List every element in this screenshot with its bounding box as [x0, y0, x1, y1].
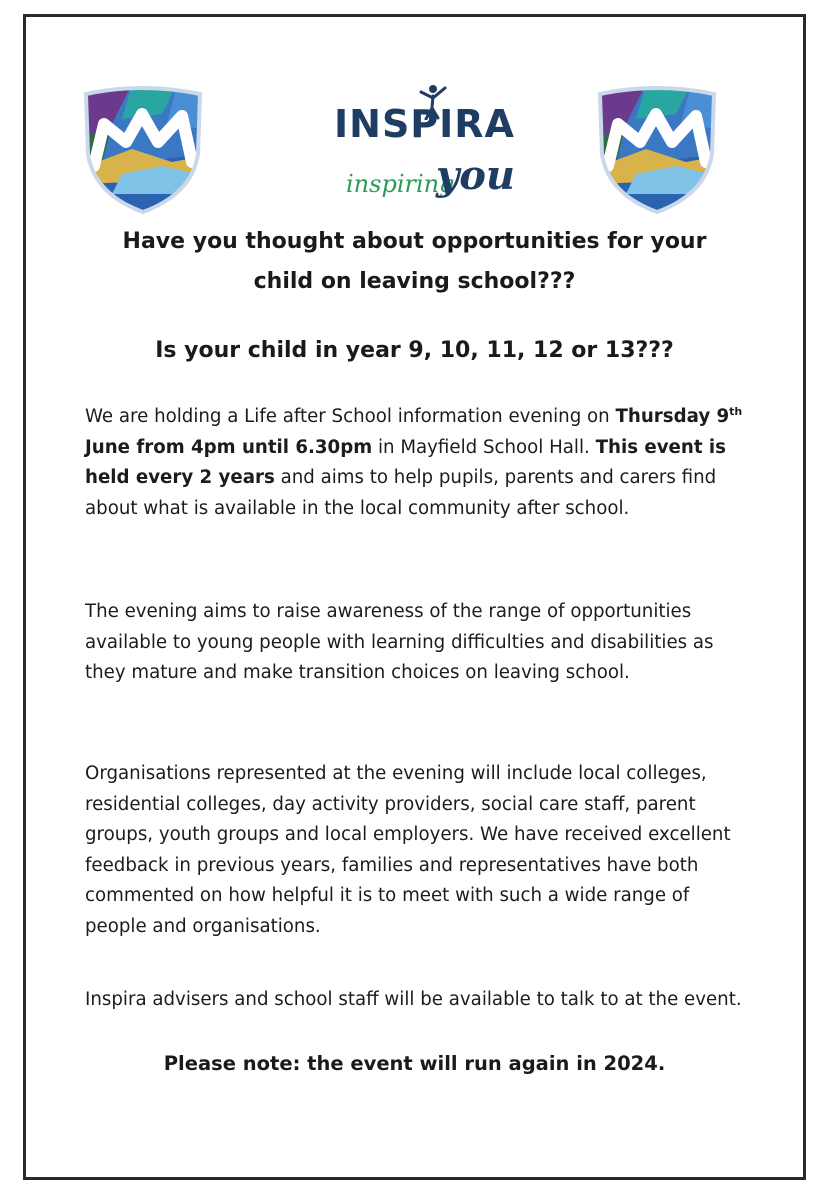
event-date-suffix: th [729, 404, 743, 418]
please-note: Please note: the event will run again in 2024. [163, 1052, 666, 1075]
headline-line-1: Have you thought about opportunities for your [122, 229, 707, 254]
logo-wordmark: INSPIRA [334, 102, 515, 146]
school-shield-icon [82, 84, 204, 214]
intro-lead: We are holding a Life after School information evening on [85, 406, 610, 427]
paragraph-organisations: Organisations represented at the evening will include local colleges, residential colleges, day activity providers, social care staff, parent groups, youth groups and local employers. We have received excellent feedback in previous years, families and representatives have both commented on how helpful it is to meet with such a wide range of people and organisations. [85, 763, 731, 937]
event-venue: in Mayfield School Hall. [372, 436, 596, 458]
school-shield-icon [596, 84, 718, 214]
paragraph-awareness: The evening aims to raise awareness of the range of opportunities available to young people with learning difficulties and disabilities as they mature and make transition choices on leaving school. [85, 601, 714, 683]
headline-question: Is your child in year 9, 10, 11, 12 or 13??? [155, 338, 674, 363]
logo-tagline-small: inspiring [346, 170, 455, 198]
intro-paragraph [85, 402, 755, 524]
event-date-day: Thursday 9 [615, 406, 730, 427]
paragraph-advisers: Inspira advisers and school staff will be available to talk to at the event. [85, 989, 742, 1010]
event-date-time: June from 4pm until 6.30pm [85, 436, 373, 458]
headline-line-2: child on leaving school??? [253, 269, 576, 294]
logo-tagline-large: you [436, 152, 516, 199]
inspira-logo [320, 84, 520, 219]
intro-tail: and aims to help pupils, parents and carers find about what is available in the local community after school. [85, 467, 717, 519]
event-frequency: This event is held every 2 years [85, 436, 726, 488]
